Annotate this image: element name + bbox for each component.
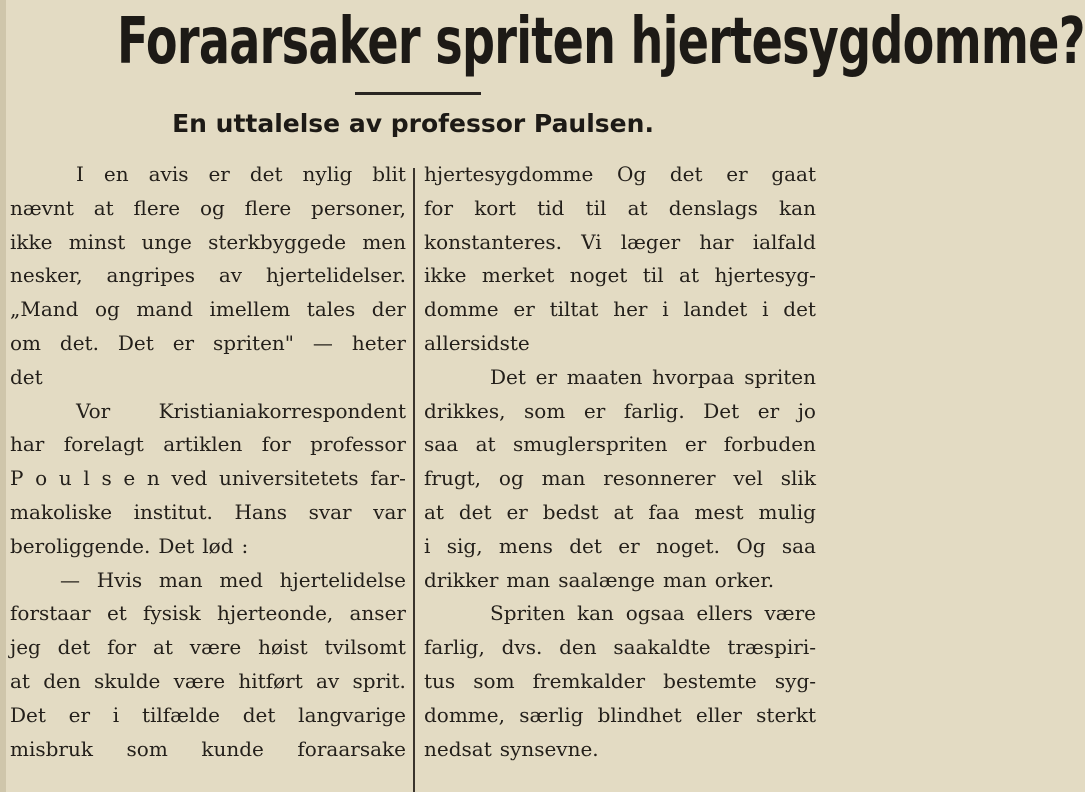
text-line: I en avis er det nylig blit [76,162,406,186]
text-line: makoliske institut. Hans svar var [10,499,406,524]
text-line: Det er i tilfælde det langvarige [10,702,406,727]
text-line: om det. Det er spriten" — heter [10,330,406,355]
text-line: nævnt at flere og flere personer, [10,195,406,220]
column-divider [413,168,415,792]
text-line: Vor Kristianiakorrespondent [76,398,406,423]
text-line: jeg det for at være høist tvilsomt [10,635,406,660]
text-line: P o u l s e n ved universitetets far- [10,466,406,491]
left-column [10,158,406,792]
text-line: misbruk som kunde foraarsake [10,736,406,761]
text-line: drikker man saalænge man orker. [424,567,775,592]
text-line: frugt, og man resonnerer vel slik [424,466,816,491]
text-line: — Hvis man med hjertelidelse [60,567,406,592]
text-line: nesker, angripes av hjertelidelser. [10,263,406,288]
text-line: farlig, dvs. den saakaldte træspiri- [424,635,816,660]
text-line: ikke minst unge sterkbyggede men [10,229,406,254]
text-line: nedsat synsevne. [424,736,599,761]
text-line: drikkes, som er farlig. Det er jo [424,398,816,423]
text-line: domme, særlig blindhet eller sterkt [424,702,816,727]
text-line: allersidste [424,330,530,355]
text-line: for kort tid til at denslags kan [424,195,816,220]
text-line: at den skulde være hitført av sprit. [10,668,406,693]
text-line: domme er tiltat her i landet i det [424,297,816,322]
headline: Foraarsaker spriten hjertesygdomme? [117,5,1085,79]
text-line: i sig, mens det er noget. Og saa [424,533,816,558]
text-line: hjertesygdomme Og det er gaat [424,162,816,186]
text-line: har forelagt artiklen for professor [10,432,406,457]
text-line: beroliggende. Det lød : [10,533,249,558]
text-line: Det er maaten hvorpaa spriten [490,364,816,389]
text-line: at det er bedst at faa mest mulig [424,499,816,524]
text-line: Spriten kan ogsaa ellers være [490,601,816,626]
text-line: „Mand og mand imellem tales der [10,297,406,322]
text-line: konstanteres. Vi læger har ialfald [424,229,816,254]
text-line: forstaar et fysisk hjerteonde, anser [10,601,406,626]
text-line: det [10,364,43,389]
text-line: ikke merket noget til at hjertesyg- [424,263,816,288]
text-line: saa at smuglerspriten er forbuden [424,432,816,457]
subheadline: En uttalelse av professor Paulsen. [172,109,654,138]
text-line: tus som fremkalder bestemte syg- [424,668,816,693]
headline-rule [355,92,481,95]
right-column [424,158,816,792]
